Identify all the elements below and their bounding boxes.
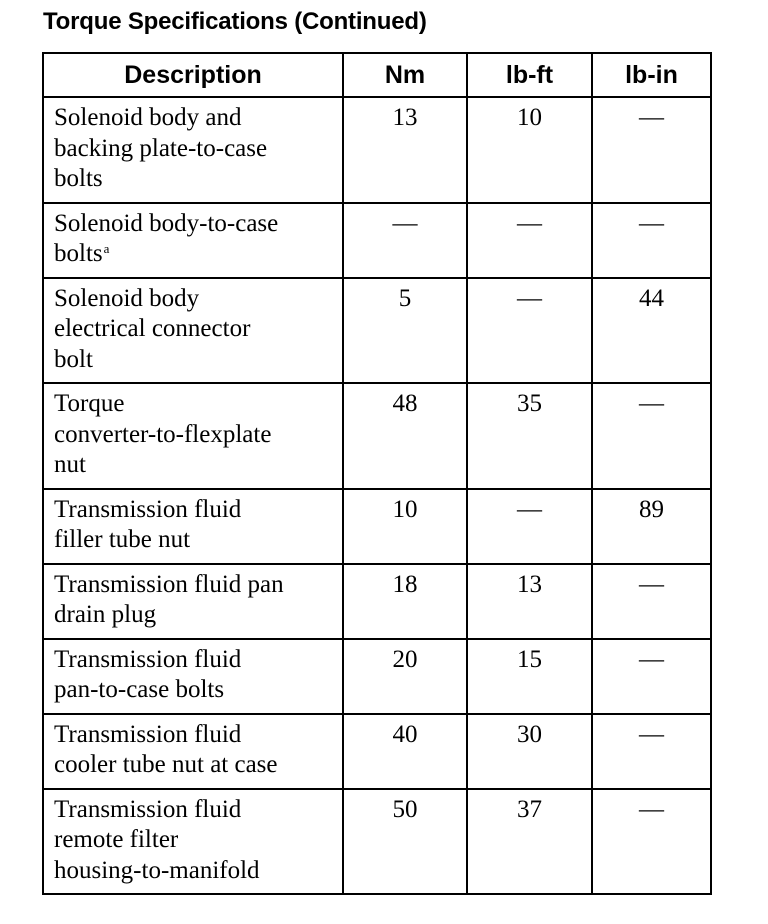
description-text: Solenoid body and backing plate-to-case bolts <box>54 104 268 192</box>
description-cell <box>43 789 343 895</box>
lb-in-cell: — <box>592 714 711 789</box>
lb-ft-cell: — <box>467 278 592 384</box>
description-cell <box>43 714 343 789</box>
lb-ft-cell: 13 <box>467 564 592 639</box>
nm-cell: 18 <box>343 564 467 639</box>
nm-cell: 20 <box>343 639 467 714</box>
lb-ft-cell: — <box>467 489 592 564</box>
nm-cell: 10 <box>343 489 467 564</box>
lb-ft-cell: 37 <box>467 789 592 895</box>
lb-ft-cell: 35 <box>467 383 592 489</box>
lb-in-cell: — <box>592 383 711 489</box>
nm-cell: 13 <box>343 97 467 203</box>
description-cell <box>43 383 343 489</box>
lb-ft-cell: 30 <box>467 714 592 789</box>
lb-in-cell: — <box>592 789 711 895</box>
lb-ft-cell: 10 <box>467 97 592 203</box>
table-row <box>43 383 711 489</box>
description-cell <box>43 639 343 714</box>
lb-ft-cell: — <box>467 203 592 278</box>
table-row <box>43 203 711 278</box>
table-header-row <box>43 53 711 97</box>
column-header-lb-ft: lb-ft <box>467 53 592 97</box>
lb-in-cell: — <box>592 564 711 639</box>
description-text: Torque converter-to-flexplate nut <box>54 390 272 478</box>
footnote-marker: a <box>103 241 110 256</box>
description-cell <box>43 203 343 278</box>
lb-in-cell: 89 <box>592 489 711 564</box>
table-row <box>43 639 711 714</box>
lb-in-cell: — <box>592 97 711 203</box>
description-cell <box>43 278 343 384</box>
table-row <box>43 278 711 384</box>
description-text: Transmission fluid filler tube nut <box>54 495 242 553</box>
description-text: Transmission fluid pan-to-case bolts <box>54 645 242 703</box>
description-cell <box>43 97 343 203</box>
nm-cell: 48 <box>343 383 467 489</box>
nm-cell: 50 <box>343 789 467 895</box>
description-cell <box>43 489 343 564</box>
lb-in-cell: — <box>592 639 711 714</box>
description-text: Solenoid body-to-case bolts <box>54 209 279 267</box>
description-cell <box>43 564 343 639</box>
lb-ft-cell: 15 <box>467 639 592 714</box>
table-row <box>43 789 711 895</box>
lb-in-cell: 44 <box>592 278 711 384</box>
nm-cell: — <box>343 203 467 278</box>
table-row <box>43 489 711 564</box>
column-header-nm: Nm <box>343 53 467 97</box>
table-row <box>43 564 711 639</box>
torque-spec-table <box>42 52 712 895</box>
table-row <box>43 97 711 203</box>
column-header-lb-in: lb-in <box>592 53 711 97</box>
page-title: Torque Specifications (Continued) <box>43 8 427 35</box>
nm-cell: 40 <box>343 714 467 789</box>
description-text: Solenoid body electrical connector bolt <box>54 284 251 373</box>
lb-in-cell: — <box>592 203 711 278</box>
description-text: Transmission fluid pan drain plug <box>54 570 284 628</box>
description-text: Transmission fluid remote filter housing-to-manifold <box>54 795 260 884</box>
description-text: Transmission fluid cooler tube nut at case <box>54 720 278 778</box>
column-header-description: Description <box>43 53 343 97</box>
table-row <box>43 714 711 789</box>
nm-cell: 5 <box>343 278 467 384</box>
